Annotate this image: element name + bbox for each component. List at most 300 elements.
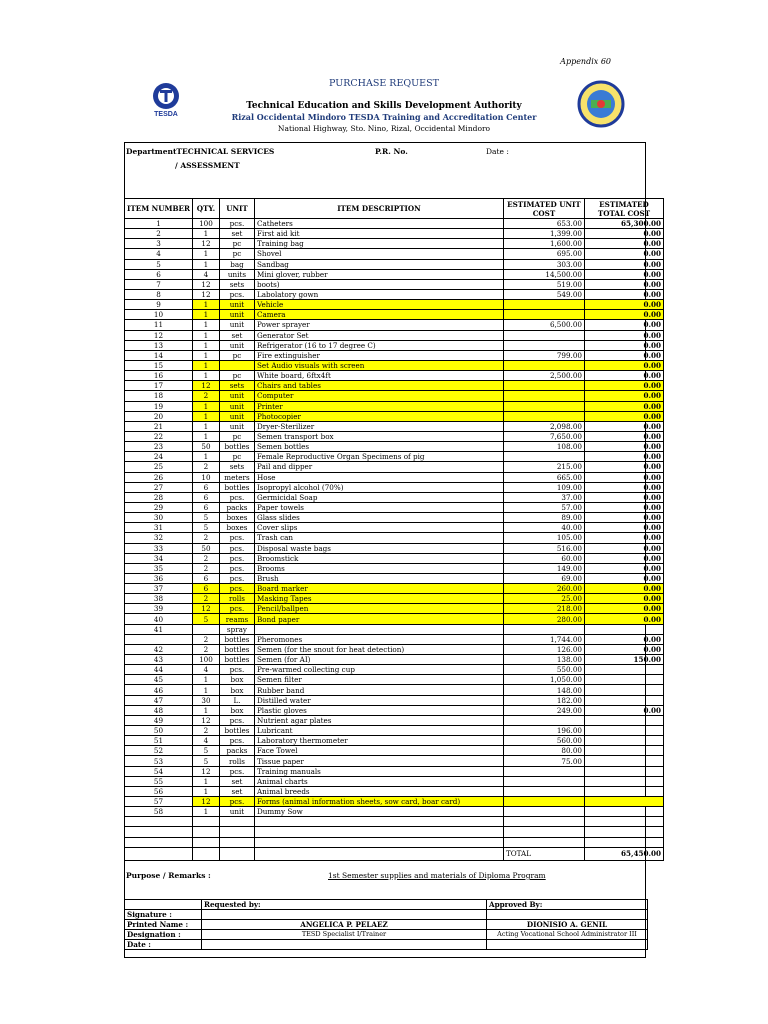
table-row [125, 715, 664, 725]
qty-cell: 1 [192, 401, 219, 411]
item-number-cell: 33 [125, 543, 193, 553]
description-cell: Semen bottles [254, 442, 503, 452]
pr-number-label: P.R. No. [375, 147, 408, 156]
table-row [125, 513, 664, 523]
total-cost-cell: 0.00 [584, 431, 663, 441]
qty-cell: 100 [192, 655, 219, 665]
qty-cell: 1 [192, 705, 219, 715]
table-row [125, 584, 664, 594]
unit-cell: bottles [219, 482, 254, 492]
description-cell: Isopropyl alcohol (70%) [254, 482, 503, 492]
description-cell: Brooms [254, 563, 503, 573]
qty-cell: 1 [192, 411, 219, 421]
item-number-cell: 8 [125, 289, 193, 299]
qty-cell: 100 [192, 219, 219, 229]
item-number-cell: 48 [125, 705, 193, 715]
total-cost-cell: 0.00 [584, 462, 663, 472]
table-row [125, 675, 664, 685]
col-total-cost: ESTIMATED TOTAL COST [584, 199, 663, 219]
unit-cell: unit [219, 300, 254, 310]
unit-cell: pcs. [219, 219, 254, 229]
unit-cell: pcs. [219, 543, 254, 553]
qty-cell: 50 [192, 442, 219, 452]
table-row [125, 746, 664, 756]
unit-cell: reams [219, 614, 254, 624]
unit-cost-cell: 126.00 [503, 644, 584, 654]
item-number-cell: 27 [125, 482, 193, 492]
item-number-cell: 13 [125, 340, 193, 350]
items-table-body [125, 219, 664, 848]
total-cost-cell: 0.00 [584, 634, 663, 644]
qty-cell: 5 [192, 523, 219, 533]
description-cell: Chairs and tables [254, 381, 503, 391]
unit-cell: bottles [219, 634, 254, 644]
table-row [125, 766, 664, 776]
table-row [125, 360, 664, 370]
unit-cell: pc [219, 452, 254, 462]
unit-cell: sets [219, 462, 254, 472]
table-row [125, 219, 664, 229]
unit-cell: unit [219, 310, 254, 320]
unit-cell: pcs. [219, 604, 254, 614]
unit-cell: packs [219, 502, 254, 512]
item-number-cell: 26 [125, 472, 193, 482]
signatory-header-row [125, 900, 648, 910]
item-number-cell: 7 [125, 279, 193, 289]
description-cell [254, 817, 503, 827]
unit-cell [219, 360, 254, 370]
unit-cost-cell: 80.00 [503, 746, 584, 756]
table-row [125, 563, 664, 573]
description-cell: Brush [254, 573, 503, 583]
center-name: Rizal Occidental Mindoro TESDA Training and Accreditation Center [231, 112, 537, 122]
item-number-cell: 46 [125, 685, 193, 695]
unit-cell [219, 827, 254, 837]
qty-cell: 1 [192, 421, 219, 431]
table-row [125, 482, 664, 492]
description-cell: Forms (animal information sheets, sow card, boar card) [254, 797, 503, 807]
unit-cost-cell: 695.00 [503, 249, 584, 259]
table-row [125, 502, 664, 512]
description-cell: Plastic gloves [254, 705, 503, 715]
total-cost-cell [584, 736, 663, 746]
unit-cost-cell: 2,098.00 [503, 421, 584, 431]
table-row [125, 807, 664, 817]
description-cell: Fire extinguisher [254, 350, 503, 360]
table-row [125, 452, 664, 462]
table-row [125, 705, 664, 715]
col-item-number: ITEM NUMBER [125, 199, 193, 219]
qty-cell: 5 [192, 614, 219, 624]
unit-cost-cell: 6,500.00 [503, 320, 584, 330]
item-number-cell: 52 [125, 746, 193, 756]
qty-cell: 12 [192, 381, 219, 391]
table-row [125, 259, 664, 269]
table-row [125, 614, 664, 624]
table-row [125, 411, 664, 421]
qty-cell: 5 [192, 746, 219, 756]
unit-cell: pc [219, 350, 254, 360]
unit-cost-cell: 560.00 [503, 736, 584, 746]
description-cell: Semen (for the snout for heat detection) [254, 644, 503, 654]
qty-cell: 1 [192, 685, 219, 695]
table-row [125, 827, 664, 837]
qty-cell: 2 [192, 634, 219, 644]
table-row [125, 634, 664, 644]
agency-name: Technical Education and Skills Development Authority [246, 101, 522, 111]
unit-cell: pc [219, 431, 254, 441]
purpose-value: 1st Semester supplies and materials of Diploma Program [328, 871, 546, 880]
department-value: TECHNICAL SERVICES [176, 147, 275, 156]
qty-cell: 1 [192, 320, 219, 330]
description-cell: Training bag [254, 239, 503, 249]
table-row [125, 756, 664, 766]
item-number-cell [125, 817, 193, 827]
table-row [125, 249, 664, 259]
description-cell: Pencil/ballpen [254, 604, 503, 614]
table-row [125, 472, 664, 482]
col-unit: UNIT [219, 199, 254, 219]
qty-cell: 1 [192, 675, 219, 685]
department-label: DepartmentTECHNICAL SERVICES [126, 147, 275, 156]
item-number-cell: 53 [125, 756, 193, 766]
description-cell: White board, 6ftx4ft [254, 371, 503, 381]
qty-cell: 2 [192, 462, 219, 472]
unit-cell: unit [219, 391, 254, 401]
unit-cost-cell [503, 391, 584, 401]
item-number-cell: 19 [125, 401, 193, 411]
unit-cost-cell: 138.00 [503, 655, 584, 665]
unit-cell: unit [219, 340, 254, 350]
item-number-cell: 28 [125, 492, 193, 502]
qty-cell: 2 [192, 391, 219, 401]
description-cell: Generator Set [254, 330, 503, 340]
table-header-row [125, 199, 664, 219]
unit-cost-cell: 57.00 [503, 502, 584, 512]
col-qty: QTY. [192, 199, 219, 219]
unit-cost-cell [503, 360, 584, 370]
unit-cell: unit [219, 421, 254, 431]
table-row [125, 229, 664, 239]
description-cell: Face Towel [254, 746, 503, 756]
qty-cell: 1 [192, 340, 219, 350]
qty-cell: 6 [192, 573, 219, 583]
unit-cost-cell: 40.00 [503, 523, 584, 533]
total-cost-cell: 0.00 [584, 543, 663, 553]
unit-cost-cell: 149.00 [503, 563, 584, 573]
qty-cell: 4 [192, 269, 219, 279]
description-cell: Catheters [254, 219, 503, 229]
requested-by-label: Requested by: [202, 900, 487, 910]
description-cell: Hose [254, 472, 503, 482]
requester-designation: TESD Specialist I/Trainer [202, 930, 487, 940]
description-cell: Pail and dipper [254, 462, 503, 472]
qty-cell: 2 [192, 553, 219, 563]
description-cell: Computer [254, 391, 503, 401]
unit-cost-cell: 653.00 [503, 219, 584, 229]
description-cell: Animal breeds [254, 786, 503, 796]
item-number-cell: 38 [125, 594, 193, 604]
qty-cell: 12 [192, 279, 219, 289]
printed-name-label: Printed Name : [125, 920, 202, 930]
qty-cell: 1 [192, 452, 219, 462]
total-cost-cell [584, 685, 663, 695]
description-cell: boots) [254, 279, 503, 289]
qty-cell: 12 [192, 766, 219, 776]
table-row [125, 543, 664, 553]
qty-cell: 12 [192, 289, 219, 299]
unit-cost-cell [503, 786, 584, 796]
unit-cost-cell: 1,600.00 [503, 239, 584, 249]
table-row [125, 837, 664, 847]
total-cost-cell: 0.00 [584, 310, 663, 320]
total-cost-cell: 0.00 [584, 482, 663, 492]
qty-cell: 1 [192, 431, 219, 441]
unit-cost-cell [503, 310, 584, 320]
description-cell: Female Reproductive Organ Specimens of pig [254, 452, 503, 462]
total-cost-cell: 0.00 [584, 300, 663, 310]
item-number-cell: 36 [125, 573, 193, 583]
unit-cost-cell: 1,050.00 [503, 675, 584, 685]
signature-label: Signature : [125, 910, 202, 920]
unit-cost-cell [503, 766, 584, 776]
table-row [125, 350, 664, 360]
unit-cell: pc [219, 249, 254, 259]
unit-cell: units [219, 269, 254, 279]
total-cost-cell [584, 624, 663, 634]
description-cell [254, 837, 503, 847]
unit-cost-cell [503, 776, 584, 786]
unit-cell: pcs. [219, 797, 254, 807]
unit-cell: meters [219, 472, 254, 482]
item-number-cell: 31 [125, 523, 193, 533]
total-cost-cell: 0.00 [584, 249, 663, 259]
table-row [125, 421, 664, 431]
unit-cost-cell: 516.00 [503, 543, 584, 553]
item-number-cell: 15 [125, 360, 193, 370]
unit-cell: pcs. [219, 553, 254, 563]
unit-cost-cell: 105.00 [503, 533, 584, 543]
unit-cost-cell: 799.00 [503, 350, 584, 360]
unit-cost-cell: 89.00 [503, 513, 584, 523]
total-cost-cell: 0.00 [584, 371, 663, 381]
unit-cost-cell: 215.00 [503, 462, 584, 472]
item-number-cell: 14 [125, 350, 193, 360]
unit-cost-cell: 25.00 [503, 594, 584, 604]
total-cost-cell: 0.00 [584, 584, 663, 594]
total-cost-cell: 0.00 [584, 442, 663, 452]
unit-cost-cell: 1,744.00 [503, 634, 584, 644]
unit-cell: pcs. [219, 492, 254, 502]
qty-cell: 1 [192, 350, 219, 360]
item-number-cell: 42 [125, 644, 193, 654]
unit-cell: L. [219, 695, 254, 705]
item-number-cell: 25 [125, 462, 193, 472]
unit-cost-cell: 60.00 [503, 553, 584, 563]
unit-cell: bottles [219, 442, 254, 452]
table-row [125, 604, 664, 614]
description-cell: Paper towels [254, 502, 503, 512]
total-cost-cell [584, 665, 663, 675]
item-number-cell: 37 [125, 584, 193, 594]
qty-cell: 1 [192, 807, 219, 817]
unit-cell [219, 817, 254, 827]
item-number-cell: 1 [125, 219, 193, 229]
description-cell: Cover slips [254, 523, 503, 533]
total-cost-cell: 0.00 [584, 502, 663, 512]
item-number-cell: 6 [125, 269, 193, 279]
qty-cell: 2 [192, 533, 219, 543]
qty-cell: 1 [192, 300, 219, 310]
qty-cell: 12 [192, 715, 219, 725]
tesda-logo-text: TESDA [154, 111, 178, 118]
total-cost-cell: 0.00 [584, 269, 663, 279]
unit-cell: set [219, 776, 254, 786]
qty-cell: 2 [192, 644, 219, 654]
description-cell: Laboratory thermometer [254, 736, 503, 746]
item-number-cell: 4 [125, 249, 193, 259]
approver-designation: Acting Vocational School Administrator III [487, 930, 648, 940]
qty-cell: 1 [192, 371, 219, 381]
table-row [125, 695, 664, 705]
table-row [125, 644, 664, 654]
total-cost-cell: 0.00 [584, 614, 663, 624]
item-number-cell: 50 [125, 726, 193, 736]
total-cost-cell: 150.00 [584, 655, 663, 665]
total-cost-cell [584, 776, 663, 786]
table-row [125, 431, 664, 441]
unit-cost-cell: 69.00 [503, 573, 584, 583]
item-number-cell: 51 [125, 736, 193, 746]
qty-cell: 4 [192, 665, 219, 675]
item-number-cell: 40 [125, 614, 193, 624]
total-cost-cell [584, 715, 663, 725]
table-row [125, 279, 664, 289]
description-cell: Distilled water [254, 695, 503, 705]
total-cost-cell: 0.00 [584, 573, 663, 583]
purpose-label: Purpose / Remarks : [126, 871, 211, 880]
unit-cell: pc [219, 371, 254, 381]
date-row-label: Date : [125, 940, 202, 950]
department-value-continued: / ASSESSMENT [175, 161, 240, 170]
item-number-cell [125, 634, 193, 644]
unit-cost-cell: 550.00 [503, 665, 584, 675]
total-cost-cell: 0.00 [584, 452, 663, 462]
description-cell: Printer [254, 401, 503, 411]
unit-cost-cell [503, 624, 584, 634]
item-number-cell: 54 [125, 766, 193, 776]
unit-cost-cell [503, 300, 584, 310]
table-row [125, 320, 664, 330]
description-cell: Nutrient agar plates [254, 715, 503, 725]
total-cost-cell: 0.00 [584, 381, 663, 391]
description-cell: Trash can [254, 533, 503, 543]
total-cost-cell: 0.00 [584, 705, 663, 715]
unit-cell: sets [219, 279, 254, 289]
unit-cost-cell: 196.00 [503, 726, 584, 736]
signature-table [124, 899, 648, 950]
unit-cost-cell [503, 401, 584, 411]
total-cost-cell: 0.00 [584, 644, 663, 654]
total-cost-cell: 0.00 [584, 401, 663, 411]
unit-cost-cell: 549.00 [503, 289, 584, 299]
description-cell: Glass slides [254, 513, 503, 523]
unit-cost-cell [503, 807, 584, 817]
table-row [125, 817, 664, 827]
table-row [125, 391, 664, 401]
qty-cell: 2 [192, 563, 219, 573]
description-cell: Lubricant [254, 726, 503, 736]
unit-cost-cell [503, 330, 584, 340]
unit-cell: unit [219, 401, 254, 411]
printed-name-row [125, 920, 648, 930]
total-cost-cell [584, 695, 663, 705]
table-row [125, 553, 664, 563]
approver-signature-field [487, 910, 648, 920]
total-cost-cell [584, 837, 663, 847]
qty-cell: 5 [192, 513, 219, 523]
item-number-cell: 21 [125, 421, 193, 431]
unit-cell: pcs. [219, 766, 254, 776]
description-cell: Pheromones [254, 634, 503, 644]
total-cost-cell: 0.00 [584, 472, 663, 482]
unit-cost-cell: 280.00 [503, 614, 584, 624]
unit-cost-cell [503, 452, 584, 462]
total-cost-cell: 0.00 [584, 391, 663, 401]
unit-cell: pcs. [219, 289, 254, 299]
qty-cell: 12 [192, 604, 219, 614]
item-number-cell: 22 [125, 431, 193, 441]
item-number-cell: 18 [125, 391, 193, 401]
description-cell [254, 827, 503, 837]
table-row [125, 665, 664, 675]
item-number-cell: 43 [125, 655, 193, 665]
item-number-cell [125, 837, 193, 847]
total-cost-cell [584, 766, 663, 776]
unit-cell: pcs. [219, 584, 254, 594]
qty-cell: 6 [192, 584, 219, 594]
table-row [125, 401, 664, 411]
description-cell: Power sprayer [254, 320, 503, 330]
qty-cell: 1 [192, 229, 219, 239]
qty-cell: 1 [192, 259, 219, 269]
item-number-cell: 20 [125, 411, 193, 421]
unit-cell: sets [219, 381, 254, 391]
table-row [125, 239, 664, 249]
unit-cell [219, 837, 254, 847]
total-cost-cell: 0.00 [584, 553, 663, 563]
qty-cell [192, 624, 219, 634]
description-cell: Pre-warmed collecting cup [254, 665, 503, 675]
qty-cell: 12 [192, 797, 219, 807]
unit-cell: unit [219, 320, 254, 330]
table-row [125, 462, 664, 472]
unit-cost-cell: 303.00 [503, 259, 584, 269]
table-row [125, 492, 664, 502]
qty-cell: 1 [192, 776, 219, 786]
total-cost-cell [584, 797, 663, 807]
table-row [125, 786, 664, 796]
table-row [125, 442, 664, 452]
qty-cell: 6 [192, 492, 219, 502]
unit-cost-cell: 108.00 [503, 442, 584, 452]
total-cost-cell: 0.00 [584, 320, 663, 330]
description-cell: Refrigerator (16 to 17 degree C) [254, 340, 503, 350]
unit-cost-cell: 7,650.00 [503, 431, 584, 441]
item-number-cell: 47 [125, 695, 193, 705]
qty-cell: 12 [192, 239, 219, 249]
unit-cost-cell [503, 797, 584, 807]
